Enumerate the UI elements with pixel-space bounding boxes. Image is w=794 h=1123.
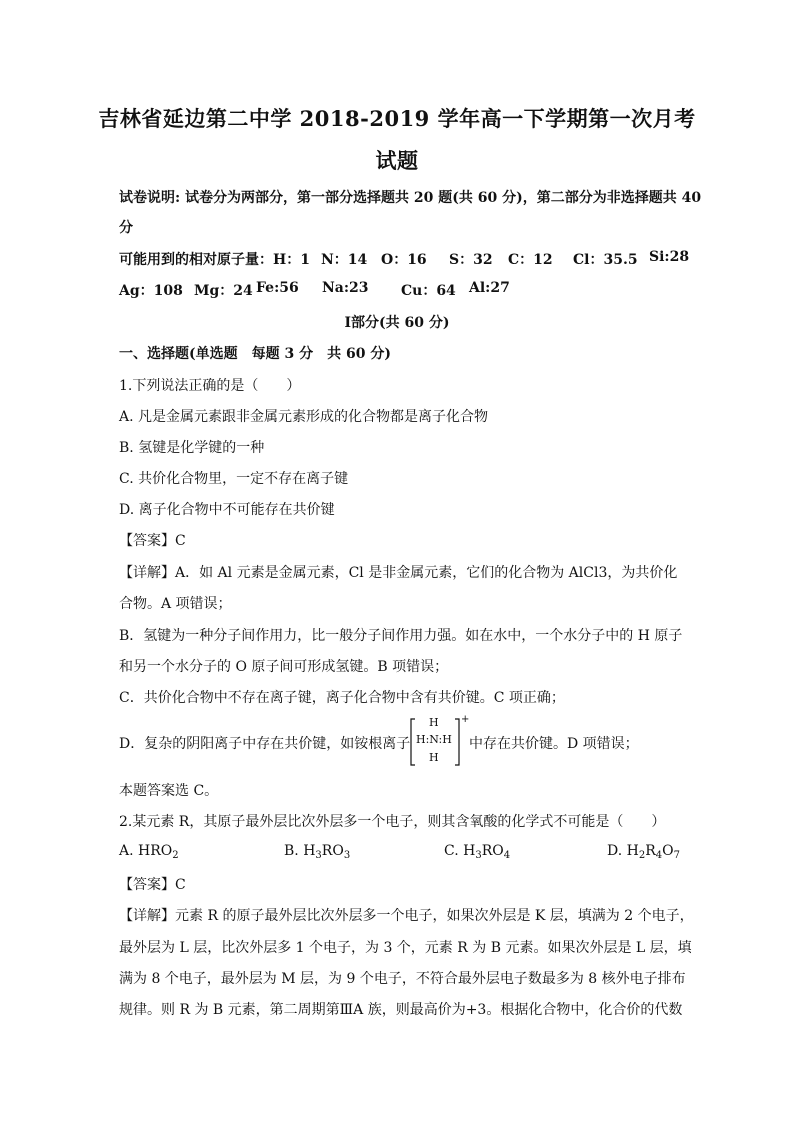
question-2-option-b: B. $H_3RO_3$ [284, 843, 351, 861]
exam-note-text: 试卷分为两部分，第一部分选择题共 20 题(共 60 分)，第二部分为非选择题共 40 [180, 190, 702, 206]
question-1-explanation-line: 和另一个水分子的 O 原子间可形成氢键。B 项错误； [119, 659, 449, 675]
question-1-stem: 1.下列说法正确的是（ ） [119, 378, 301, 394]
ammonium-top-h: H [429, 716, 439, 729]
atomic-mass-n: N：14 [321, 252, 368, 268]
question-1-option-b: B. 氢键是化学键的一种 [119, 440, 265, 456]
atomic-mass-s: S：32 [449, 252, 493, 268]
question-1-explanation-line: C．共价化合物中不存在离子键，离子化合物中含有共价键。C 项正确； [119, 690, 565, 706]
ammonium-bottom-h: H [429, 751, 439, 764]
ammonium-ion-structure [409, 714, 470, 768]
question-1-explanation-d-before: D．复杂的阴阳离子中存在共价键，如铵根离子 [119, 736, 411, 752]
document-title: 吉林省延边第二中学 2018-2019 学年高一下学期第一次月考 [98, 106, 696, 131]
atomic-mass-na: Na:23 [322, 280, 369, 296]
atomic-mass-fe: Fe:56 [256, 280, 299, 296]
question-2-answer: 【答案】C [119, 877, 186, 893]
question-1-explanation-line: 【详解】A．如 Al 元素是金属元素，Cl 是非金属元素，它们的化合物为 AlCl3，为共价化 [119, 565, 678, 581]
question-2-option-a: A. $HRO_2$ [119, 843, 179, 861]
question-1-option-d: D. 离子化合物中不可能存在共价键 [119, 502, 335, 518]
section-heading: 一、选择题(单选题 每题 3 分 共 60 分) [119, 346, 391, 362]
exam-note-label: 试卷说明: [119, 190, 181, 206]
question-1-option-c: C. 共价化合物里，一定不存在离子键 [119, 471, 349, 487]
question-1-answer: 【答案】C [119, 533, 186, 549]
document-title-continued: 试题 [375, 148, 419, 173]
question-1-explanation-d-after: 中存在共价键。D 项错误； [469, 736, 639, 752]
atomic-mass-c: C：12 [508, 252, 553, 268]
question-2-explanation-line: 【详解】元素 R 的原子最外层比次外层多一个电子，如果次外层是 K 层，填满为 2 个电子， [119, 908, 694, 924]
atomic-mass-mg: Mg：24 [194, 283, 253, 299]
exam-note [119, 187, 701, 207]
question-1-option-a: A. 凡是金属元素跟非金属元素形成的化合物都是离子化合物 [119, 409, 489, 425]
atomic-mass-o: O：16 [381, 252, 427, 268]
question-2-option-c: C. $H_3RO_4$ [444, 843, 511, 861]
ammonium-charge: + [461, 714, 470, 725]
atomic-mass-al: Al:27 [469, 280, 510, 296]
atomic-mass-cl: Cl：35.5 [573, 252, 638, 268]
atomic-mass-si: Si:28 [649, 249, 690, 265]
atomic-mass-h: H：1 [273, 252, 310, 268]
atomic-mass-label: 可能用到的相对原子量： [119, 252, 273, 268]
question-2-stem: 2.某元素 R，其原子最外层比次外层多一个电子，则其含氧酸的化学式不可能是（ ） [119, 814, 666, 830]
ammonium-middle: H:N:H [416, 733, 452, 746]
atomic-mass-cu: Cu：64 [401, 283, 456, 299]
atomic-mass-ag: Ag：108 [119, 283, 183, 299]
question-2-option-d: D. $H_2R_4O_7$ [607, 843, 680, 861]
question-2-explanation-line: 规律。则 R 为 B 元素，第二周期第ⅢA 族，则最高价为+3。根据化合物中，化合价的代数 [119, 1002, 683, 1018]
question-1-explanation-line: 合物。A 项错误； [119, 596, 232, 612]
question-1-explanation-line: B．氢键为一种分子间作用力，比一般分子间作用力强。如在水中，一个水分子中的 H 原子 [119, 628, 683, 644]
exam-note-continued: 分 [119, 220, 133, 236]
question-2-explanation-line: 满为 8 个电子，最外层为 M 层，为 9 个电子，不符合最外层电子数最多为 8 核外电子排布 [119, 971, 686, 987]
part-heading: Ⅰ部分(共 60 分) [344, 315, 450, 331]
question-2-explanation-line: 最外层为 L 层，比次外层多 1 个电子，为 3 个，元素 R 为 B 元素。如果次外层是 L 层，填 [119, 940, 692, 956]
question-1-conclusion: 本题答案选 C。 [119, 783, 219, 799]
